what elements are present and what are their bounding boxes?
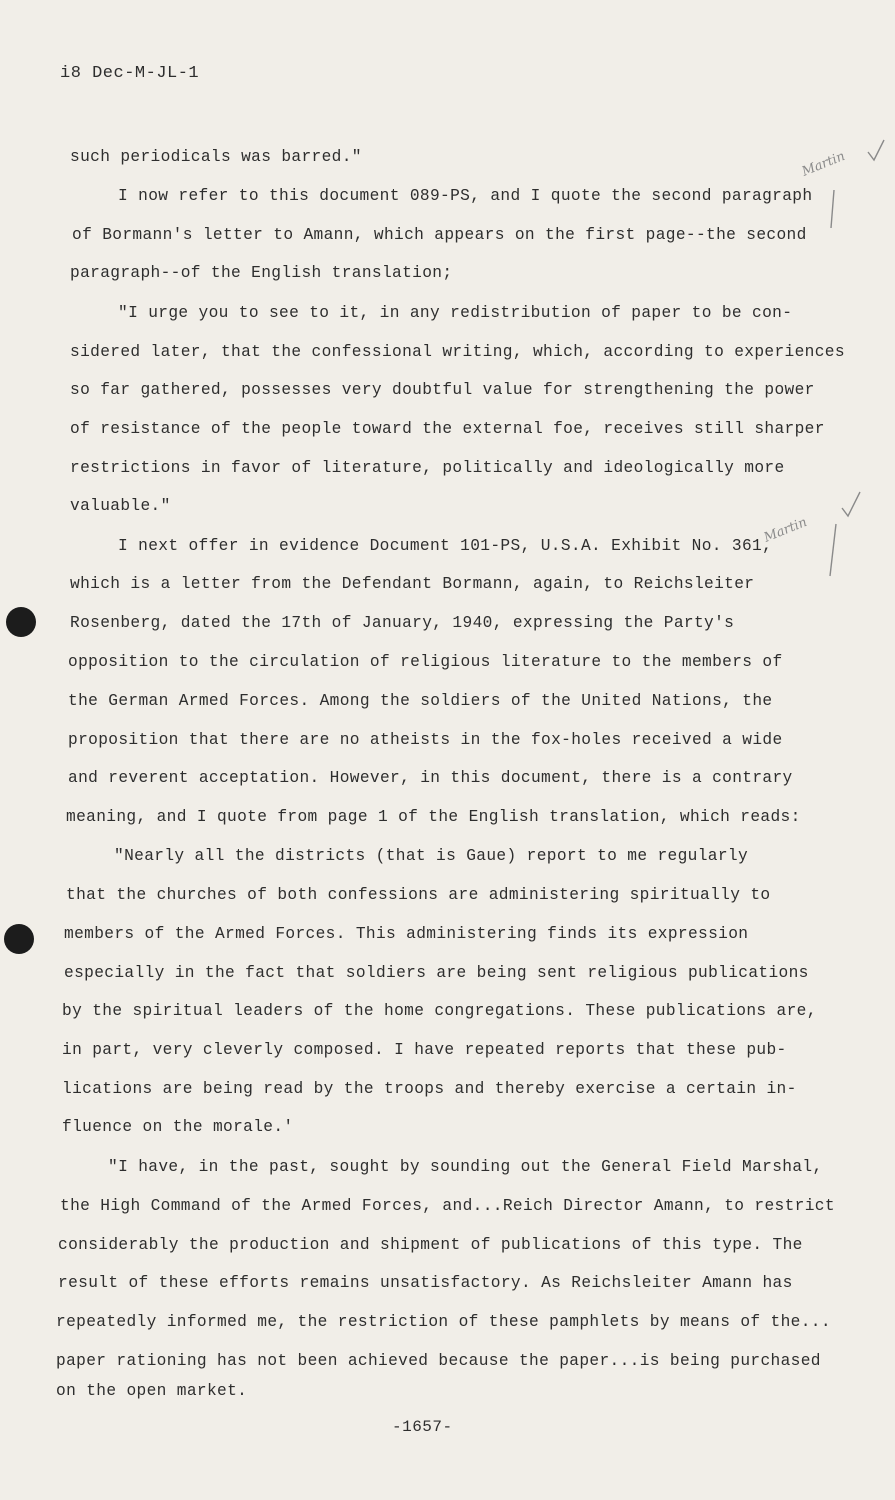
text-line: of Bormann's letter to Amann, which appears on the first page--the second: [72, 226, 807, 244]
text-line: repeatedly informed me, the restriction of these pamphlets by means of the...: [56, 1313, 831, 1331]
text-line: "I urge you to see to it, in any redistribution of paper to be con-: [118, 304, 793, 322]
text-line: Rosenberg, dated the 17th of January, 1940, expressing the Party's: [70, 614, 735, 632]
text-line: on the open market.: [56, 1382, 248, 1400]
text-line: restrictions in favor of literature, politically and ideologically more: [70, 459, 785, 477]
text-line: meaning, and I quote from page 1 of the English translation, which reads:: [66, 808, 801, 826]
text-line: in part, very cleverly composed. I have repeated reports that these pub-: [62, 1041, 787, 1059]
page-header: i8 Dec-M-JL-1: [60, 64, 200, 83]
text-line: paper rationing has not been achieved because the paper...is being purchased: [56, 1352, 821, 1370]
text-line: the German Armed Forces. Among the soldiers of the United Nations, the: [68, 692, 773, 710]
text-line: paragraph--of the English translation;: [70, 264, 453, 282]
text-line: valuable.": [70, 497, 171, 515]
text-line: I now refer to this document 089-PS, and I quote the second paragraph: [118, 187, 813, 205]
text-line: so far gathered, possesses very doubtful value for strengthening the power: [70, 381, 815, 399]
text-line: "Nearly all the districts (that is Gaue) report to me regularly: [114, 847, 749, 865]
margin-handwritten-note: [762, 480, 872, 580]
text-line: "I have, in the past, sought by sounding out the General Field Marshal,: [108, 1158, 823, 1176]
text-line: that the churches of both confessions are administering spiritually to: [66, 886, 771, 904]
margin-line-mark: [831, 190, 834, 228]
text-line: proposition that there are no atheists in the fox-holes received a wide: [68, 731, 783, 749]
text-line: sidered later, that the confessional writing, which, according to experiences: [70, 343, 845, 361]
margin-note-text: Martin: [762, 514, 810, 546]
check-mark-icon: [842, 492, 860, 516]
text-line: I next offer in evidence Document 101-PS, U.S.A. Exhibit No. 361,: [118, 537, 773, 555]
text-line: the High Command of the Armed Forces, and...Reich Director Amann, to restrict: [60, 1197, 835, 1215]
punch-hole: [4, 924, 34, 954]
text-line: considerably the production and shipment of publications of this type. The: [58, 1236, 803, 1254]
page-number: -1657-: [392, 1418, 453, 1436]
text-line: and reverent acceptation. However, in this document, there is a contrary: [68, 769, 793, 787]
margin-note-text: Martin: [799, 148, 848, 180]
text-line: result of these efforts remains unsatisfactory. As Reichsleiter Amann has: [58, 1274, 793, 1292]
text-line: opposition to the circulation of religious literature to the members of: [68, 653, 783, 671]
text-line: members of the Armed Forces. This administering finds its expression: [64, 925, 749, 943]
margin-line-mark: [830, 524, 836, 576]
text-line: such periodicals was barred.": [70, 148, 362, 166]
text-line: especially in the fact that soldiers are being sent religious publications: [64, 964, 809, 982]
text-line: by the spiritual leaders of the home congregations. These publications are,: [62, 1002, 817, 1020]
text-line: fluence on the morale.': [62, 1118, 294, 1136]
margin-handwritten-note: [798, 132, 888, 232]
text-line: of resistance of the people toward the external foe, receives still sharper: [70, 420, 825, 438]
text-line: which is a letter from the Defendant Bormann, again, to Reichsleiter: [70, 575, 755, 593]
text-line: lications are being read by the troops and thereby exercise a certain in-: [62, 1080, 797, 1098]
punch-hole: [6, 607, 36, 637]
check-mark-icon: [868, 140, 884, 160]
